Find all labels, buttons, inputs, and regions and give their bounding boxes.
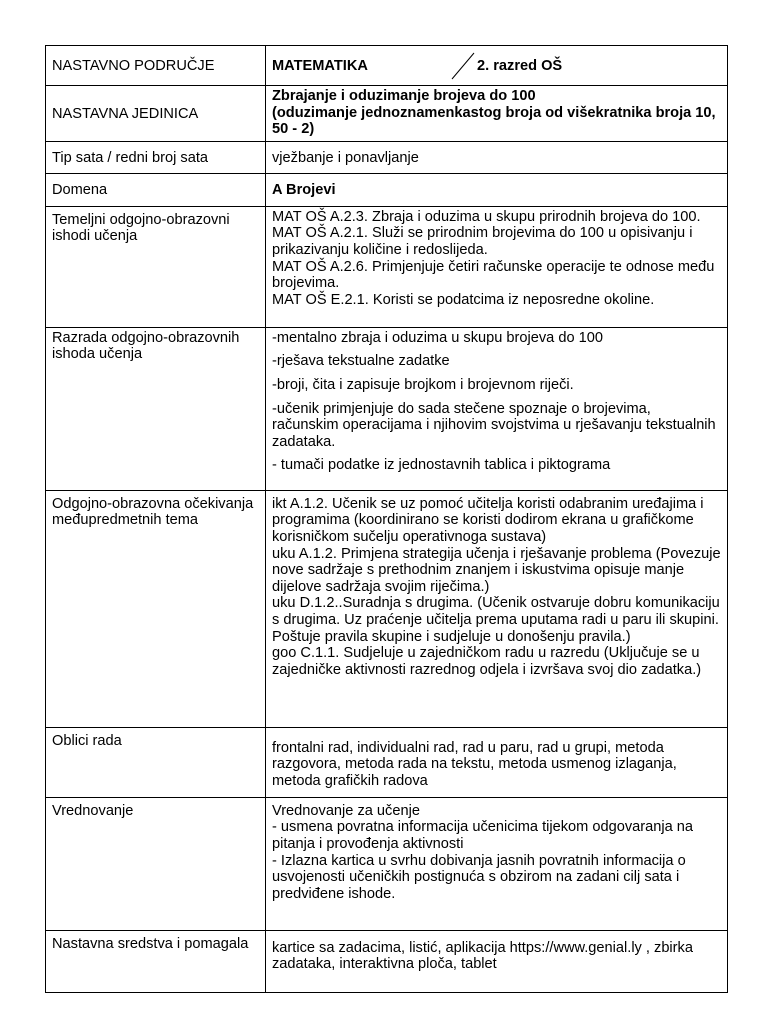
row-label: Odgojno-obrazovna očekivanja međupredmetnih tema — [46, 490, 266, 727]
learning-outcomes: MAT OŠ A.2.3. Zbraja i oduzima u skupu prirodnih brojeva do 100. MAT OŠ A.2.1. Služi se prirodnim brojevima do 100 u opisivanju i prikazivanju količine i redoslijeda. MAT OŠ A.2.6. Primjenjuje četiri računske operacije te odnose među brojevima. MAT OŠ E.2.1. Koristi se podatcima iz neposredne okoline. — [266, 206, 728, 327]
table-row — [46, 327, 728, 490]
table-row — [46, 206, 728, 327]
row-value — [266, 46, 728, 86]
row-label: Oblici rada — [46, 727, 266, 797]
slash-mark — [450, 51, 476, 81]
lesson-plan-table — [45, 45, 728, 993]
row-value: A Brojevi — [266, 173, 728, 206]
table-row — [46, 490, 728, 727]
row-label: Razrada odgojno-obrazovnih ishoda učenja — [46, 327, 266, 490]
row-label: NASTAVNA JEDINICA — [46, 86, 266, 142]
table-row — [46, 86, 728, 142]
table-row — [46, 141, 728, 173]
table-row — [46, 727, 728, 797]
table-row — [46, 930, 728, 992]
row-label: Nastavna sredstva i pomagala — [46, 930, 266, 992]
row-value: vježbanje i ponavljanje — [266, 141, 728, 173]
work-forms: frontalni rad, individualni rad, rad u paru, rad u grupi, metoda razgovora, metoda rada na tekstu, metoda usmenog izlaganja, metoda grafičkih radova — [266, 727, 728, 797]
table-row — [46, 797, 728, 930]
row-label: Domena — [46, 173, 266, 206]
row-label: NASTAVNO PODRUČJE — [46, 46, 266, 86]
table-row — [46, 46, 728, 86]
lesson-unit: Zbrajanje i oduzimanje brojeva do 100 (oduzimanje jednoznamenkastog broja od višekratnika broja 10, 50 - 2) — [266, 86, 728, 142]
subject-name: MATEMATIKA — [272, 58, 368, 75]
row-label: Vrednovanje — [46, 797, 266, 930]
teaching-aids: kartice sa zadacima, listić, aplikacija https://www.genial.ly , zbirka zadataka, interaktivna ploča, tablet — [266, 930, 728, 992]
table-row — [46, 173, 728, 206]
row-label: Tip sata / redni broj sata — [46, 141, 266, 173]
row-label: Temeljni odgojno-obrazovni ishodi učenja — [46, 206, 266, 327]
outcome-elaboration: -mentalno zbraja i oduzima u skupu brojeva do 100 -rješava tekstualne zadatke -broji, čita i zapisuje brojkom i brojevnom riječi. -učenik primjenjuje do sada stečene spoznaje o brojevima, računskim operacijama i njihovim svojstvima u rješavanju tekstualnih zadataka. - tumači podatke iz jednostavnih tablica i piktograma — [266, 327, 728, 490]
assessment: Vrednovanje za učenje - usmena povratna informacija učenicima tijekom odgovaranja na pitanja i provođenja aktivnosti - Izlazna kartica u svrhu dobivanja jasnih povratnih informacija o usvojenosti učeničkih postignuća s obzirom na zadani cilj sata i predviđene ishode. — [266, 797, 728, 930]
grade-label: 2. razred OŠ — [477, 58, 563, 75]
cross-curricular-expectations: ikt A.1.2. Učenik se uz pomoć učitelja koristi odabranim uređajima i programima (koordinirano se koristi dodirom ekrana u grafičkome korisničkom sučelju operativnoga sustava) uku A.1.2. Primjena strategija učenja i rješavanje problema (Povezuje nove sadržaje s prethodnim znanjem i iskustvima opisuje manje dijelove sadržaja svojim riječima.) uku D.1.2..Suradnja s drugima. (Učenik ostvaruje dobru komunikaciju s drugima. Uz praćenje učitelja prema uputama radi u paru ili skupini. Poštuje pravila skupine i sudjeluje u donošenju pravila.) goo C.1.1. Sudjeluje u zajedničkom radu u razredu (Uključuje se u zajedničke aktivnosti razrednog odjela i izvršava svoj dio zadatka.) — [266, 490, 728, 727]
